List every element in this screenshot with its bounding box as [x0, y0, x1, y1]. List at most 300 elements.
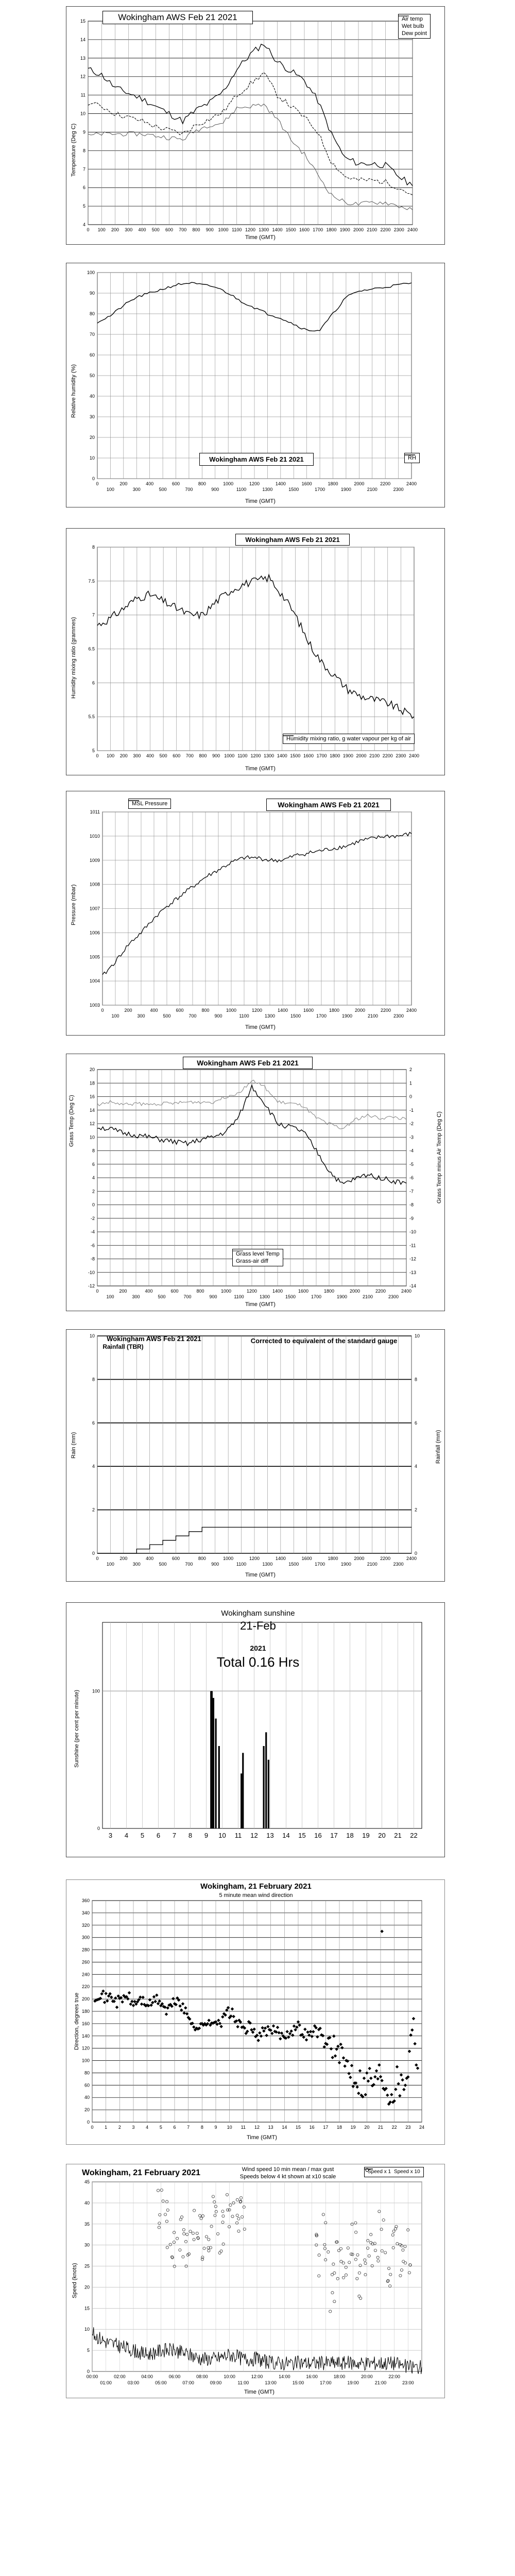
y-tick-label: -10: [88, 1269, 95, 1275]
grass-temp-y-axis-label: Grass Temp (Deg C): [68, 1095, 75, 1147]
x-tick-label: 1200: [245, 227, 256, 232]
y2-tick-label: -10: [409, 1229, 417, 1234]
x-tick-label: 700: [185, 487, 193, 492]
x-tick-label: 900: [212, 753, 220, 758]
y2-tick-label: 10: [415, 1333, 420, 1338]
x-tick-label: 1900: [340, 1562, 351, 1567]
y-tick-label: 15: [80, 19, 85, 24]
y-tick-label: -12: [88, 1283, 95, 1289]
x-tick-label: 300: [137, 1013, 145, 1019]
x-tick-label: 2200: [380, 227, 391, 232]
x-tick-label: 2100: [369, 753, 380, 758]
x-tick-label: 16: [314, 1832, 322, 1839]
x-tick-label: 1200: [249, 1556, 260, 1561]
x-tick-label: 600: [171, 1556, 180, 1561]
mixing-ratio-x-axis-label: Time (GMT): [245, 766, 276, 772]
x-tick-label: 23: [405, 2125, 411, 2130]
sunshine-bar: [268, 1760, 269, 1828]
legend-msl-pressure: MSL Pressure: [132, 801, 168, 807]
x-tick-label: 700: [185, 1562, 193, 1567]
x-tick-label: 700: [188, 1013, 197, 1019]
y-tick-label: 10: [84, 2327, 90, 2332]
x-tick-label-top: 20:00: [361, 2374, 373, 2379]
x-tick-label: 600: [165, 227, 174, 232]
wind-speed-chart-subtitle2: Speeds below 4 kt shown at x10 scale: [239, 2174, 336, 2180]
y2-tick-label: -11: [409, 1243, 416, 1248]
x-tick-label: 2100: [362, 1294, 373, 1299]
x-tick-label: 400: [150, 1008, 158, 1013]
x-tick-label: 1100: [237, 753, 248, 758]
x-tick-label: 15: [295, 2125, 301, 2130]
x-tick-label: 1300: [259, 1294, 270, 1299]
x-tick-label: 11: [241, 2125, 246, 2130]
y-tick-label: 100: [92, 1688, 100, 1694]
y-tick-label: 300: [81, 1935, 90, 1940]
y-tick-label: 260: [81, 1959, 90, 1965]
x-tick-label: 1100: [236, 487, 247, 492]
wind-direction-chart-title: Wokingham, 21 February 2021: [200, 1882, 312, 1891]
x-tick-label: 1300: [262, 1562, 273, 1567]
x-tick-label: 2300: [393, 1562, 404, 1567]
y-tick-label: 8: [82, 148, 85, 154]
x-tick-label-top: 18:00: [333, 2374, 346, 2379]
x-tick-label: 1000: [223, 1556, 234, 1561]
x-tick-label: 2300: [393, 1013, 404, 1019]
y-tick-label: 90: [89, 291, 95, 296]
x-tick-label: 10: [227, 2125, 232, 2130]
x-tick-label: 1700: [315, 487, 325, 492]
y-tick-label: 45: [84, 2179, 90, 2184]
x-tick-label-bottom: 03:00: [127, 2380, 140, 2385]
x-tick-label: 1900: [341, 1013, 353, 1019]
x-tick-label-top: 04:00: [141, 2374, 153, 2379]
y2-tick-label: -12: [409, 1256, 417, 1262]
humidity-y-axis-label: Relative humidity (%): [71, 364, 77, 418]
x-tick-label: 400: [138, 227, 146, 232]
humidity-chart-title: Wokingham AWS Feb 21 2021: [199, 453, 314, 466]
y-tick-label: 1011: [90, 809, 100, 815]
x-tick-label: 1600: [298, 1289, 309, 1294]
x-tick-label: 1700: [313, 227, 323, 232]
sunshine-bar: [218, 1746, 220, 1828]
y-tick-label: 1006: [89, 930, 100, 936]
wind-speed-legend: [364, 2167, 424, 2177]
temperature-legend: [398, 14, 431, 39]
y-tick-label: 30: [84, 2242, 90, 2248]
y-tick-label: 4: [92, 1464, 95, 1469]
x-tick-label: 1: [105, 2125, 108, 2130]
y-tick-label: 20: [84, 2107, 90, 2113]
x-tick-label: 9: [214, 2125, 217, 2130]
x-tick-label: 17: [323, 2125, 329, 2130]
x-tick-label: 1500: [290, 1013, 301, 1019]
x-tick-label-bottom: 07:00: [182, 2380, 194, 2385]
y-tick-label: 2: [92, 1507, 95, 1513]
x-tick-label: 200: [124, 1008, 132, 1013]
x-tick-label: 1900: [339, 227, 350, 232]
x-tick-label: 22: [391, 2125, 397, 2130]
x-tick-label: 1300: [264, 1013, 276, 1019]
x-tick-label: 2300: [396, 753, 406, 758]
temperature-chart-title: Wokingham AWS Feb 21 2021: [102, 11, 253, 24]
x-tick-label: 600: [173, 753, 181, 758]
x-tick-label: 1000: [220, 1289, 232, 1294]
y-tick-label: 10: [80, 111, 85, 116]
rainfall-chart-note: Corrected to equivalent of the standard gauge: [250, 1337, 398, 1345]
x-tick-label: 4: [146, 2125, 149, 2130]
x-tick-label: 2000: [349, 1289, 360, 1294]
x-tick-label: 19: [362, 1832, 370, 1839]
x-tick-label: 18: [346, 1832, 354, 1839]
y-tick-label: 10: [89, 455, 95, 461]
legend-air-temp: Air temp: [402, 16, 423, 22]
y-tick-label: 7: [82, 166, 85, 172]
x-tick-label: 2400: [406, 1008, 417, 1013]
x-tick-label: 1000: [226, 1008, 237, 1013]
y2-tick-label: 1: [409, 1080, 413, 1086]
sunshine-chart-svg: [66, 1603, 444, 1857]
y-tick-label: 6: [92, 680, 95, 686]
x-tick-label: 900: [211, 487, 219, 492]
legend-dew-point: Dew point: [402, 30, 427, 37]
x-tick-label: 1600: [301, 1556, 312, 1561]
x-tick-label: 13: [266, 1832, 274, 1839]
x-tick-label-bottom: 15:00: [292, 2380, 304, 2385]
y-tick-label: 14: [80, 37, 85, 42]
x-tick-label: 2400: [407, 227, 418, 232]
x-tick-label-top: 10:00: [224, 2374, 235, 2379]
x-tick-label: 1200: [246, 1289, 258, 1294]
rainfall-chart-panel: [66, 1329, 445, 1582]
sunshine-chart-year: 2021: [250, 1644, 266, 1652]
y-tick-label: 140: [81, 2033, 90, 2039]
x-tick-label: 900: [209, 1294, 217, 1299]
x-tick-label: 11: [234, 1832, 242, 1839]
x-tick-label: 300: [125, 227, 133, 232]
x-tick-label: 1400: [272, 227, 283, 232]
y-tick-label: 20: [89, 1067, 95, 1072]
y-tick-label: 2: [92, 1189, 95, 1194]
x-tick-label: 15: [298, 1832, 306, 1839]
y-tick-label: 12: [89, 1121, 95, 1126]
x-tick-label: 21: [377, 2125, 384, 2130]
rainfall-chart-subtitle: Rainfall (TBR): [102, 1343, 144, 1350]
wind-direction-y-axis-label: Direction, degrees true: [74, 1992, 80, 2050]
x-tick-label-top: 12:00: [251, 2374, 263, 2379]
y-tick-label: 0: [92, 1551, 95, 1556]
y-tick-label: 1010: [89, 833, 100, 839]
x-tick-label: 1400: [277, 1008, 288, 1013]
wind-speed-chart-svg: [66, 2164, 444, 2398]
x-tick-label: 1800: [328, 1556, 338, 1561]
grass-temp-x-axis-label: Time (GMT): [245, 1301, 276, 1308]
x-tick-label: 2300: [393, 227, 404, 232]
pressure-y-axis-label: Pressure (mbar): [71, 884, 77, 925]
y-tick-label: 20: [84, 2284, 90, 2290]
x-tick-label: 700: [185, 753, 194, 758]
x-tick-label: 700: [179, 227, 187, 232]
wind-direction-chart-svg: [66, 1880, 444, 2144]
x-tick-label: 1600: [301, 481, 312, 486]
y-tick-label: -4: [90, 1229, 95, 1234]
mixing-ratio-chart-title: Wokingham AWS Feb 21 2021: [235, 534, 350, 546]
x-tick-label: 0: [96, 1556, 99, 1561]
sunshine-bar: [263, 1746, 265, 1828]
x-tick-label: 200: [119, 1556, 128, 1561]
y-tick-label: 360: [81, 1898, 90, 1903]
pressure-chart-svg: [66, 791, 444, 1035]
x-tick-label: 1400: [275, 481, 286, 486]
x-tick-label: 12: [254, 2125, 260, 2130]
y-tick-label: 25: [84, 2263, 90, 2269]
x-tick-label: 200: [119, 481, 128, 486]
x-tick-label: 400: [146, 1556, 154, 1561]
x-tick-label: 300: [132, 487, 141, 492]
x-tick-label-top: 14:00: [279, 2374, 290, 2379]
x-tick-label: 2400: [401, 1289, 412, 1294]
y2-tick-label: -6: [409, 1175, 414, 1180]
x-tick-label: 1500: [290, 753, 301, 758]
sunshine-bar: [215, 1719, 217, 1828]
x-tick-label: 2100: [367, 1562, 377, 1567]
x-tick-label: 12: [250, 1832, 258, 1839]
x-tick-label: 1800: [329, 1008, 340, 1013]
x-tick-label: 1500: [285, 1294, 296, 1299]
x-tick-label: 800: [198, 481, 206, 486]
x-tick-label: 0: [96, 481, 99, 486]
x-tick-label: 14: [282, 2125, 287, 2130]
y-tick-label: 12: [80, 74, 85, 79]
x-tick-label: 100: [97, 227, 106, 232]
rainfall-x-axis-label: Time (GMT): [245, 1572, 276, 1578]
x-tick-label: 0: [101, 1008, 104, 1013]
wind-speed-chart-title: Wokingham, 21 February 2021: [82, 2168, 201, 2177]
x-tick-label: 1700: [315, 1562, 325, 1567]
x-tick-label: 2400: [408, 753, 420, 758]
x-tick-label: 600: [171, 481, 180, 486]
rainfall-chart-svg: [66, 1330, 444, 1581]
x-tick-label: 400: [146, 753, 154, 758]
y-tick-label: 0: [87, 2120, 90, 2125]
sunshine-bar: [241, 1773, 242, 1828]
x-tick-label: 1700: [311, 1294, 322, 1299]
y-tick-label: 20: [89, 435, 95, 440]
grass-temp-y2-axis-label: Grass Temp minus Air Temp (Deg C): [436, 1111, 442, 1204]
grass-temp-legend: [232, 1249, 283, 1266]
x-tick-label: 14: [282, 1832, 290, 1839]
x-tick-label: 0: [96, 753, 99, 758]
y-tick-label: 40: [89, 394, 95, 399]
x-tick-label: 300: [133, 753, 141, 758]
pressure-x-axis-label: Time (GMT): [245, 1024, 276, 1030]
mixing-ratio-y-axis-label: Humidity mixing ratio (grammes): [71, 617, 77, 699]
y-tick-label: 0: [87, 2369, 90, 2374]
x-tick-label-bottom: 09:00: [210, 2380, 222, 2385]
mixing-ratio-legend: [283, 734, 415, 744]
x-tick-label: 19: [350, 2125, 356, 2130]
sunshine-bar: [242, 1753, 244, 1828]
temperature-y-axis-label: Temperature (Deg C): [71, 123, 77, 177]
y-tick-label: 80: [89, 311, 95, 316]
y-tick-label: 6: [92, 1420, 95, 1426]
y-tick-label: 60: [84, 2082, 90, 2088]
y-tick-label: 4: [92, 1175, 95, 1180]
x-tick-label: 1600: [299, 227, 310, 232]
x-tick-label: 1400: [272, 1289, 283, 1294]
y-tick-label: 60: [89, 352, 95, 358]
x-tick-label: 600: [176, 1008, 184, 1013]
x-tick-label-top: 22:00: [388, 2374, 400, 2379]
x-tick-label: 1400: [277, 753, 287, 758]
x-tick-label: 100: [106, 1562, 114, 1567]
y-tick-label: 1003: [89, 1003, 100, 1008]
x-tick-label: 2: [118, 2125, 121, 2130]
sunshine-y-axis-label: Sunshine (per cent per minute): [74, 1689, 80, 1768]
x-tick-label: 1100: [232, 227, 242, 232]
legend-rh: RH: [408, 455, 416, 461]
legend-mixing-ratio: Humidity mixing ratio, g water vapour per kg of air: [286, 736, 411, 742]
x-tick-label: 18: [336, 2125, 342, 2130]
x-tick-label: 1900: [340, 487, 351, 492]
y-tick-label: 6.5: [88, 646, 95, 652]
x-tick-label: 200: [119, 753, 128, 758]
legend-wet-bulb: Wet bulb: [402, 23, 424, 29]
x-tick-label: 800: [192, 227, 200, 232]
x-tick-label: 800: [196, 1289, 204, 1294]
x-tick-label: 1100: [234, 1294, 244, 1299]
x-tick-label: 16: [309, 2125, 315, 2130]
humidity-legend: [404, 453, 420, 463]
x-tick-label: 1500: [288, 1562, 299, 1567]
grass-temp-chart-panel: [66, 1054, 445, 1311]
y-tick-label: 280: [81, 1947, 90, 1953]
y2-tick-label: -14: [409, 1283, 417, 1289]
rainfall-y2-axis-label: Rainfall (mm): [435, 1430, 441, 1464]
y2-tick-label: -9: [409, 1215, 414, 1221]
y-tick-label: 50: [89, 373, 95, 378]
x-tick-label: 1900: [342, 753, 353, 758]
x-tick-label: 1200: [249, 481, 260, 486]
x-tick-label: 1500: [288, 487, 299, 492]
y-tick-label: 9: [82, 129, 85, 135]
y2-tick-label: 0: [415, 1551, 418, 1556]
x-tick-label: 6: [173, 2125, 176, 2130]
y-tick-label: 100: [81, 2058, 90, 2063]
x-tick-label: 1200: [250, 753, 261, 758]
x-tick-label: 500: [159, 1562, 167, 1567]
x-tick-label: 500: [163, 1013, 171, 1019]
x-tick-label: 400: [146, 481, 154, 486]
x-tick-label: 5: [140, 1832, 145, 1839]
wind-direction-chart-panel: [66, 1879, 445, 2145]
y-tick-label: 40: [84, 2200, 90, 2206]
grass-temp-chart-title: Wokingham AWS Feb 21 2021: [183, 1057, 313, 1069]
y-tick-label: 6: [92, 1161, 95, 1167]
y2-tick-label: 8: [415, 1377, 418, 1382]
y-tick-label: 80: [84, 2070, 90, 2076]
y-tick-label: 1004: [89, 978, 100, 984]
y-tick-label: 5: [82, 204, 85, 209]
y2-tick-label: -1: [409, 1107, 414, 1113]
x-tick-label: 2200: [380, 1556, 391, 1561]
wind-speed-chart-subtitle: Wind speed 10 min mean / max gust: [242, 2166, 334, 2173]
y-tick-label: 0: [92, 1202, 95, 1208]
rainfall-chart-title: Wokingham AWS Feb 21 2021: [107, 1335, 201, 1343]
y-tick-label: 8: [92, 1148, 95, 1154]
y-tick-label: 6: [82, 185, 85, 191]
x-tick-label: 1400: [275, 1556, 286, 1561]
y-tick-label: 13: [80, 55, 85, 61]
pressure-chart-title: Wokingham AWS Feb 21 2021: [266, 799, 391, 811]
y2-tick-label: -13: [409, 1269, 417, 1275]
x-tick-label: 7: [172, 1832, 177, 1839]
x-tick-label: 100: [107, 753, 115, 758]
x-tick-label: 900: [205, 227, 214, 232]
legend-grass-temp: Grass level Temp: [236, 1251, 280, 1257]
x-tick-label: 500: [151, 227, 160, 232]
x-tick-label-bottom: 17:00: [320, 2380, 332, 2385]
y-tick-label: 11: [80, 92, 85, 98]
x-tick-label: 900: [214, 1013, 222, 1019]
x-tick-label-bottom: 21:00: [374, 2380, 387, 2385]
x-tick-label: 500: [159, 487, 167, 492]
wind-speed-y-axis-label: Speed (knots): [72, 2263, 78, 2298]
y-tick-label: 10: [89, 1134, 95, 1140]
grass-temp-chart-svg: [66, 1054, 444, 1311]
y-tick-label: -8: [90, 1256, 95, 1262]
x-tick-label: 2200: [375, 1289, 386, 1294]
y2-tick-label: 0: [409, 1094, 413, 1099]
pressure-chart-panel: [66, 791, 445, 1036]
y-tick-label: -2: [90, 1215, 95, 1221]
y-tick-label: 7: [92, 612, 95, 618]
x-tick-label: 100: [106, 1294, 114, 1299]
wind-speed-chart-panel: [66, 2164, 445, 2398]
x-tick-label: 2300: [388, 1294, 399, 1299]
x-tick-label: 22: [410, 1832, 418, 1839]
y-tick-label: 1008: [89, 882, 100, 887]
x-tick-label: 2400: [406, 1556, 417, 1561]
x-tick-label: 2000: [354, 481, 365, 486]
y2-tick-label: -2: [409, 1121, 414, 1126]
x-tick-label: 2000: [354, 1008, 366, 1013]
x-tick-label: 2200: [382, 753, 393, 758]
x-tick-label-top: 06:00: [168, 2374, 181, 2379]
y-tick-label: 8: [92, 1377, 95, 1382]
humidity-x-axis-label: Time (GMT): [245, 498, 276, 504]
humidity-chart-panel: [66, 263, 445, 507]
x-tick-label: 24: [419, 2125, 425, 2130]
y-tick-label: 70: [89, 332, 95, 337]
y-tick-label: 0: [97, 1826, 100, 1831]
x-tick-label: 5: [159, 2125, 162, 2130]
y-tick-label: 4: [82, 222, 85, 227]
x-tick-label: 100: [111, 1013, 119, 1019]
x-tick-label: 17: [330, 1832, 338, 1839]
y2-tick-label: -4: [409, 1148, 414, 1154]
y-tick-label: 10: [89, 1333, 95, 1338]
y-tick-label: 1005: [89, 954, 100, 960]
x-tick-label: 8: [200, 2125, 203, 2130]
y-tick-label: 7.5: [88, 578, 95, 584]
y-tick-label: 14: [89, 1107, 95, 1113]
x-tick-label: 2000: [356, 753, 367, 758]
x-tick-label-bottom: 23:00: [402, 2380, 414, 2385]
y-tick-label: 100: [87, 270, 95, 275]
y-tick-label: 16: [89, 1094, 95, 1099]
y2-tick-label: 2: [409, 1067, 413, 1072]
x-tick-label: 200: [111, 227, 119, 232]
